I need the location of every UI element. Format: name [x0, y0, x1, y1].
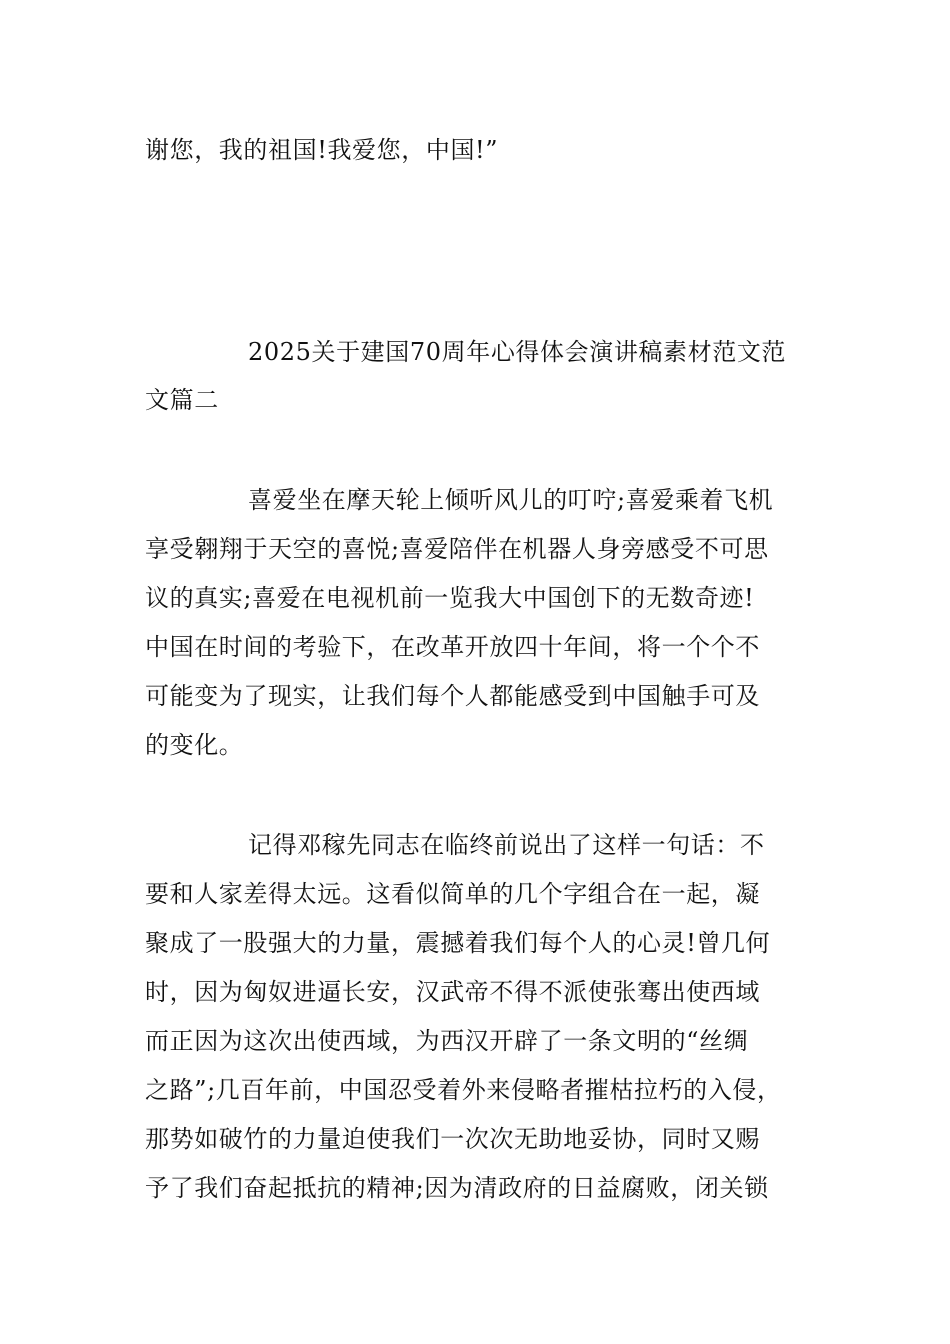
paragraph-2-line-5: 而正因为这次出使西域，为西汉开辟了一条文明的“丝绸 — [145, 1027, 749, 1055]
paragraph-2-line-8: 予了我们奋起抵抗的精神;因为清政府的日益腐败，闭关锁 — [145, 1174, 769, 1202]
paragraph-1-line-6: 的变化。 — [145, 731, 244, 759]
paragraph-2-line-6: 之路”;几百年前，中国忍受着外来侵略者摧枯拉朽的入侵， — [145, 1076, 782, 1104]
paragraph-1-line-1: 喜爱坐在摩天轮上倾听风儿的叮咛;喜爱乘着飞机 — [248, 486, 774, 514]
paragraph-2-line-2: 要和人家差得太远。这看似简单的几个字组合在一起，凝 — [145, 880, 760, 908]
section-title-line-2: 文篇二 — [145, 386, 219, 414]
paragraph-1-line-5: 可能变为了现实，让我们每个人都能感受到中国触手可及 — [145, 682, 760, 710]
continuation-line: 谢您，我的祖国!我爱您，中国!” — [145, 136, 499, 164]
paragraph-1-line-3: 议的真实;喜爱在电视机前一览我大中国创下的无数奇迹! — [145, 584, 755, 612]
paragraph-1-line-4: 中国在时间的考验下，在改革开放四十年间，将一个个不 — [145, 633, 760, 661]
paragraph-2-line-1: 记得邓稼先同志在临终前说出了这样一句话：不 — [248, 831, 765, 859]
section-title-line-1: 2025关于建国70周年心得体会演讲稿素材范文范 — [248, 338, 787, 366]
paragraph-2-line-7: 那势如破竹的力量迫使我们一次次无助地妥协，同时又赐 — [145, 1125, 760, 1153]
paragraph-2-line-4: 时，因为匈奴进逼长安，汉武帝不得不派使张骞出使西域 — [145, 978, 760, 1006]
paragraph-1-line-2: 享受翱翔于天空的喜悦;喜爱陪伴在机器人身旁感受不可思 — [145, 535, 769, 563]
paragraph-2-line-3: 聚成了一股强大的力量，震撼着我们每个人的心灵!曾几何 — [145, 929, 771, 957]
